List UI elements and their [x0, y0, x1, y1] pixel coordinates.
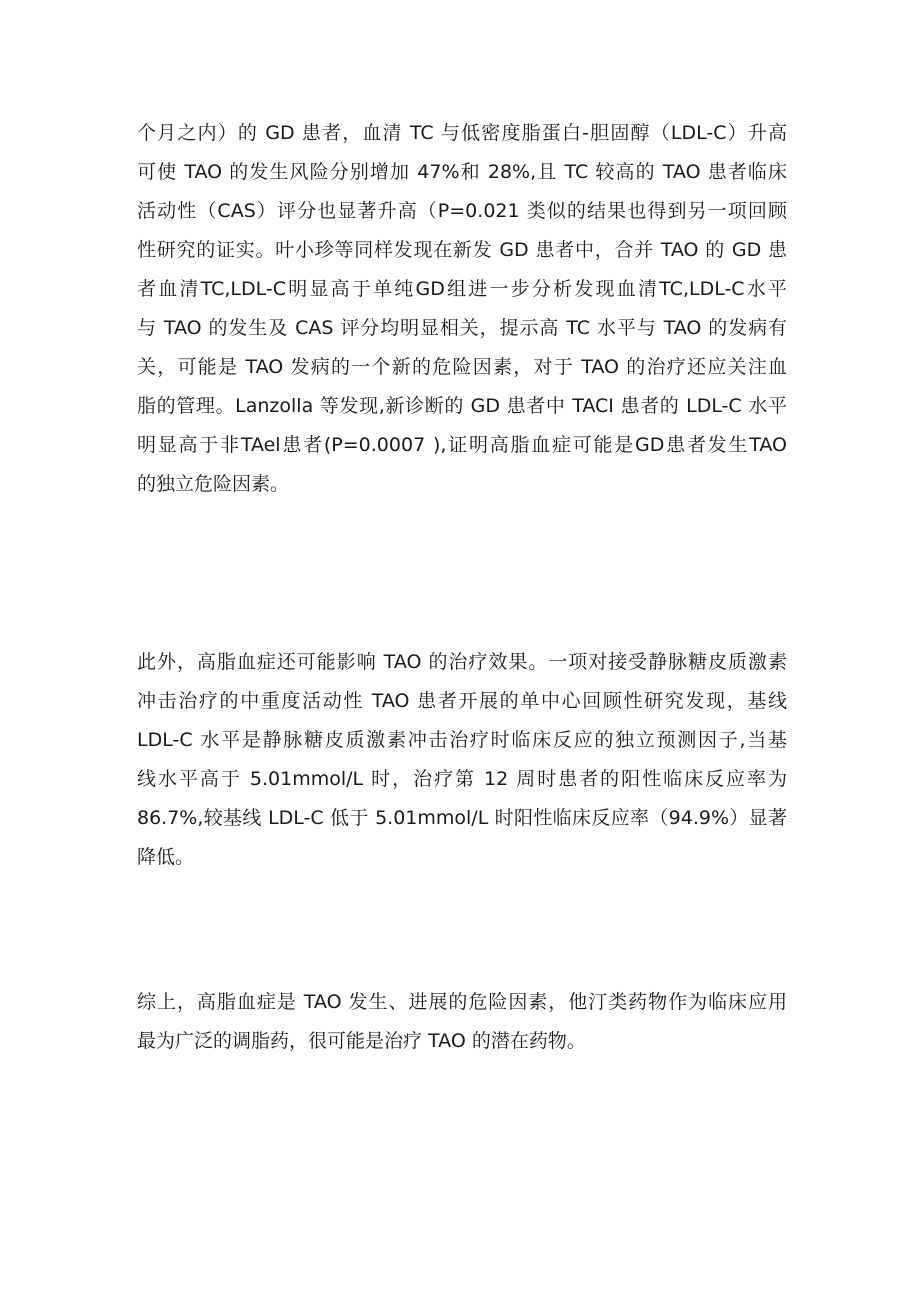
paragraph-3-line-2: 最为广泛的调脂药，很可能是治疗 TAO 的潜在药物。 [137, 1030, 586, 1052]
paragraph-1-line-9: 明显高于非TAel患者(P=0.0007 ),证明高脂血症可能是GD患者发生TAO [137, 434, 787, 456]
paragraph-1-line-2: 可使 TAO 的发生风险分别增加 47%和 28%,且 TC 较高的 TAO 患者临床 [137, 161, 787, 183]
paragraph-2 [137, 643, 787, 877]
paragraph-1 [137, 114, 787, 504]
paragraph-2-line-3: LDL-C 水平是静脉糖皮质激素冲击治疗时临床反应的独立预测因子,当基 [137, 729, 787, 751]
paragraph-1-line-8: 脂的管理。Lanzolla 等发现,新诊断的 GD 患者中 TACI 患者的 LDL-C 水平 [137, 395, 787, 417]
paragraph-1-line-3: 活动性（CAS）评分也显著升高（P=0.021 类似的结果也得到另一项回顾 [137, 200, 787, 222]
paragraph-2-line-4: 线水平高于 5.01mmol/L 时，治疗第 12 周时患者的阳性临床反应率为 [137, 768, 787, 790]
paragraph-2-line-6: 降低。 [137, 846, 195, 868]
paragraph-2-line-5: 86.7%,较基线 LDL-C 低于 5.01mmol/L 时阳性临床反应率（94.9%）显著 [137, 807, 787, 829]
paragraph-1-line-5: 者血清TC,LDL-C明显高于单纯GD组进一步分析发现血清TC,LDL-C水平 [137, 278, 787, 300]
paragraph-3 [137, 983, 787, 1061]
paragraph-2-line-1: 此外，高脂血症还可能影响 TAO 的治疗效果。一项对接受静脉糖皮质激素 [137, 651, 787, 673]
paragraph-1-line-6: 与 TAO 的发生及 CAS 评分均明显相关，提示高 TC 水平与 TAO 的发病有 [137, 317, 787, 339]
paragraph-1-line-1: 个月之内）的 GD 患者，血清 TC 与低密度脂蛋白-胆固醇（LDL-C）升高 [137, 122, 787, 144]
paragraph-3-line-1: 综上，高脂血症是 TAO 发生、进展的危险因素，他汀类药物作为临床应用 [137, 991, 787, 1013]
paragraph-1-line-7: 关，可能是 TAO 发病的一个新的危险因素，对于 TAO 的治疗还应关注血 [137, 356, 787, 378]
paragraph-2-line-2: 冲击治疗的中重度活动性 TAO 患者开展的单中心回顾性研究发现，基线 [137, 690, 787, 712]
paragraph-1-line-4: 性研究的证实。叶小珍等同样发现在新发 GD 患者中，合并 TAO 的 GD 患 [137, 239, 787, 261]
paragraph-1-line-10: 的独立危险因素。 [137, 473, 290, 495]
